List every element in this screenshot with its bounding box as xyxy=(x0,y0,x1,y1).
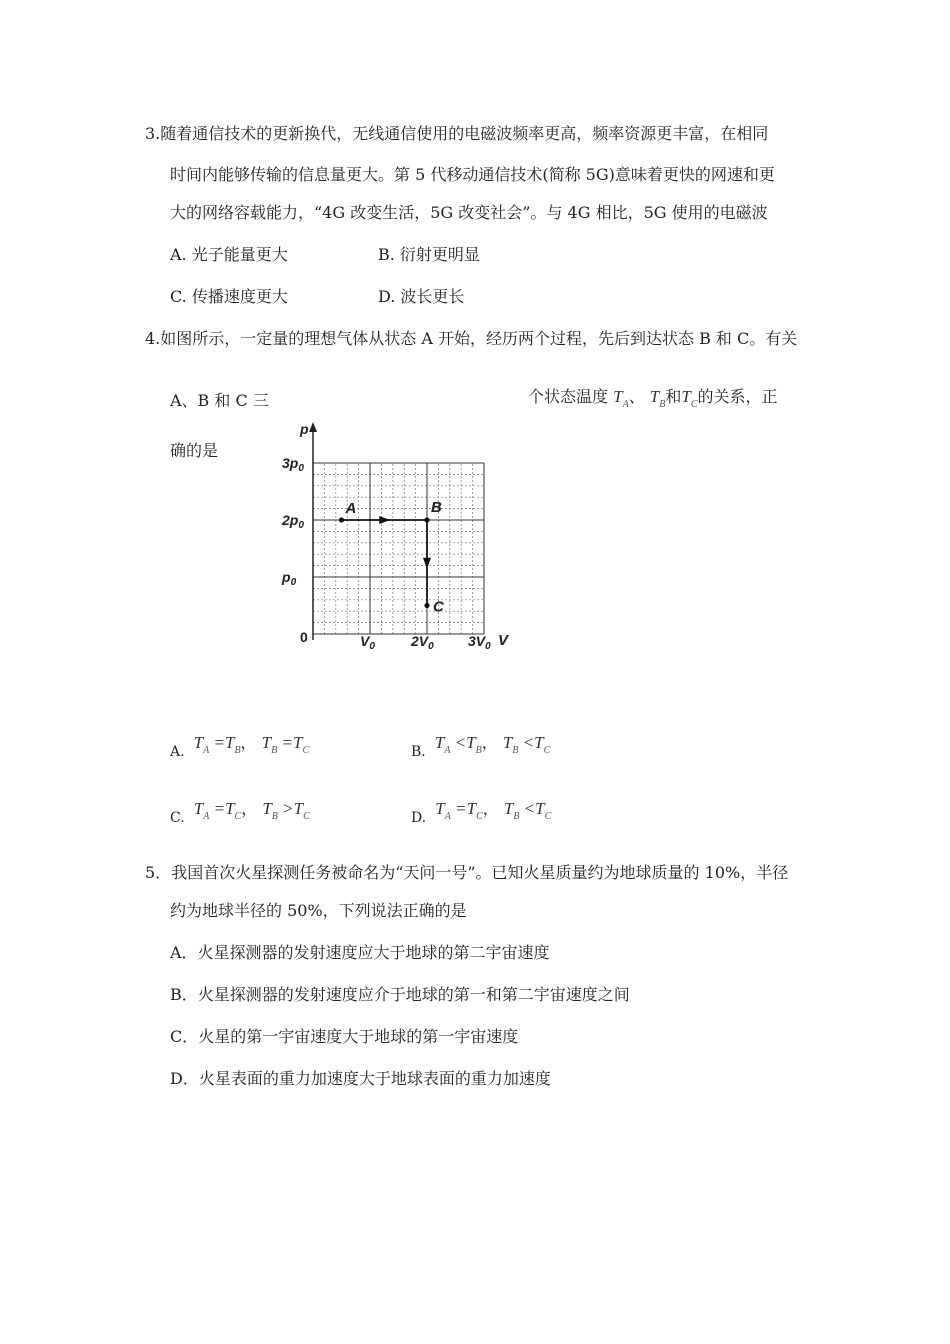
q5-option-d[interactable]: D．火星表面的重力加速度大于地球表面的重力加速度 xyxy=(170,1069,551,1088)
q5-text-1: 我国首次火星探测任务被命名为“天问一号”。已知火星质量约为地球质量的 10%，半径 xyxy=(171,863,789,882)
q4-option-d-rel1: = xyxy=(455,799,467,818)
p-axis-arrow-icon xyxy=(309,422,317,432)
p-tick-label: $2p_0$ xyxy=(282,512,304,531)
q3-line-1 xyxy=(145,123,768,145)
state-label-b: B xyxy=(431,499,442,516)
p-tick-label: $p_0$ xyxy=(282,569,297,588)
p-tick-label: $3p_0$ xyxy=(282,455,304,474)
q4-line-3: 确的是 xyxy=(170,441,219,460)
process-path xyxy=(339,499,445,616)
q5-number: 5． xyxy=(145,863,172,882)
tb-symbol: $T_B$ xyxy=(649,387,666,410)
q4-option-b-letter: B. xyxy=(411,744,426,760)
fine-grid xyxy=(313,463,484,634)
q3-option-d[interactable]: D. 波长更长 xyxy=(378,287,465,306)
q4-option-b[interactable]: B. $T_A <T_B$， $T_B <T_C$ xyxy=(411,733,551,760)
state-label-c: C xyxy=(433,598,444,616)
state-point-b xyxy=(424,517,429,522)
q5-option-c[interactable]: C．火星的第一宇宙速度大于地球的第一宇宙速度 xyxy=(170,1027,519,1046)
q4-option-a-rel1: = xyxy=(213,733,225,752)
q3-number: 3. xyxy=(145,124,161,143)
q3-option-b[interactable]: B. 衍射更明显 xyxy=(378,245,480,264)
q4-option-a-letter: A. xyxy=(170,744,185,760)
separator: 、 xyxy=(628,387,645,406)
q4-option-c-rel2: > xyxy=(282,799,294,818)
state-label-a: A xyxy=(345,500,357,517)
q4-option-a-rel2: = xyxy=(281,733,293,752)
q5-option-a[interactable]: A．火星探测器的发射速度应大于地球的第二宇宙速度 xyxy=(170,943,550,962)
v-tick-label: $V_0$ xyxy=(360,633,375,652)
pv-graph xyxy=(280,420,520,660)
q5-line-1 xyxy=(145,862,788,884)
ta-symbol: $T_A$ xyxy=(613,387,629,410)
q4-line-1 xyxy=(145,328,797,350)
v-tick-label: $3V_0$ xyxy=(468,633,491,652)
q4-option-d[interactable]: D. $T_A =T_C$， $T_B <T_C$ xyxy=(411,799,552,826)
state-point-a xyxy=(339,517,344,522)
q3-line-3: 大的网络容载能力，“4G 改变生活，5G 改变社会”。与 4G 相比，5G 使用的电磁波 xyxy=(170,203,768,222)
q3-option-a[interactable]: A. 光子能量更大 xyxy=(170,245,288,264)
q4-option-a[interactable]: A. $T_A =T_B$， $T_B =T_C$ xyxy=(170,733,310,760)
q5-option-b[interactable]: B．火星探测器的发射速度应介于地球的第一和第二宇宙速度之间 xyxy=(170,985,630,1004)
q3-option-c[interactable]: C. 传播速度更大 xyxy=(170,287,288,306)
process-arrow-icon xyxy=(379,516,390,524)
q3-text-1: 随着通信技术的更新换代，无线通信使用的电磁波频率更高，频率资源更丰富，在相同 xyxy=(160,124,769,143)
q4-line-2-right xyxy=(528,386,778,416)
q4-text-1: 如图所示，一定量的理想气体从状态 A 开始，经历两个过程，先后到达状态 B 和 C。有关 xyxy=(160,329,798,348)
q4-line-2-pre: 个状态温度 xyxy=(528,387,609,406)
v-tick-label: $2V_0$ xyxy=(411,633,434,652)
q4-option-b-rel2: < xyxy=(522,733,535,752)
q4-option-d-letter: D. xyxy=(411,810,427,826)
q4-option-d-rel2: < xyxy=(523,799,536,818)
q4-option-c[interactable]: C. $T_A =T_C$， $T_B >T_C$ xyxy=(170,799,310,826)
process-arrow-icon xyxy=(423,558,431,569)
q4-line-2-left: A、B 和 C 三 xyxy=(170,391,269,410)
origin-label: 0 xyxy=(300,629,308,645)
q5-line-2: 约为地球半径的 50%，下列说法正确的是 xyxy=(170,901,467,920)
q4-option-b-rel1: < xyxy=(454,733,467,752)
q4-option-c-letter: C. xyxy=(170,810,185,826)
q4-line-2-post: 的关系，正 xyxy=(697,387,778,406)
q4-option-c-rel1: = xyxy=(213,799,226,818)
p-axis-label: p xyxy=(300,421,309,437)
q4-number: 4. xyxy=(145,329,161,348)
tc-symbol: $T_C$ xyxy=(681,387,698,410)
state-point-c xyxy=(424,603,429,608)
q3-line-2: 时间内能够传输的信息量更大。第 5 代移动通信技术(简称 5G)意味着更快的网速和更 xyxy=(170,165,775,184)
and-word: 和 xyxy=(665,387,682,406)
major-grid xyxy=(313,463,484,634)
v-axis-label: V xyxy=(498,632,509,649)
